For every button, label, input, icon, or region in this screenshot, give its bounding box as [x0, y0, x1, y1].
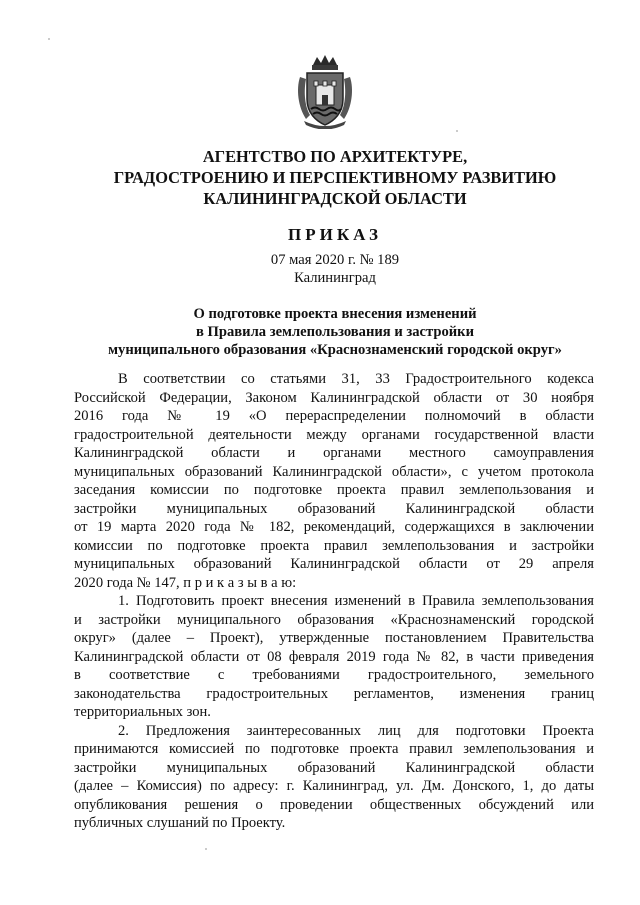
body-line: публичных слушаний по Проекту.: [74, 815, 286, 831]
body-line: Калининградской области от 08 февраля 2019 года № 82, в части приведения: [74, 648, 594, 665]
body-line: 1. Подготовить проект внесения изменений в Правила землепользования: [118, 593, 594, 609]
body-line: застройки муниципальных образований Калининградской области: [74, 500, 594, 517]
body-line: 2. Предложения заинтересованных лиц для подготовки Проекта: [118, 722, 594, 739]
body-line: комиссии по подготовке проекта правил землепользования и застройки: [74, 537, 594, 554]
body-line: от 19 марта 2020 года № 182, рекомендаций, содержащихся в заключении: [74, 519, 594, 535]
body-line: Калининградской области и органами местного самоуправления: [74, 445, 594, 461]
body-line: заседания комиссии по подготовке проекта правил землепользования и: [74, 482, 594, 498]
scan-speck: [205, 848, 207, 850]
coat-of-arms-icon: [296, 55, 354, 129]
agency-title-line-1: АГЕНТСТВО ПО АРХИТЕКТУРЕ,: [202, 147, 468, 166]
agency-title-line-2: ГРАДОСТРОЕНИЮ И ПЕРСПЕКТИВНОМУ РАЗВИТИЮ: [113, 168, 557, 187]
body-line: в соответствие с требованиями градостроительного, земельного: [74, 667, 594, 683]
body-line: опубликования решения о проведении общественных обсуждений или: [74, 796, 594, 813]
document-city: Калининград: [294, 270, 376, 286]
body-line: 2020 года № 147, п р и к а з ы в а ю:: [74, 574, 297, 591]
body-line: Российской Федерации, Законом Калининградской области от 30 ноября: [74, 389, 594, 406]
body-line: муниципальных образований Калининградской области», с учетом протокола: [74, 463, 594, 480]
body-line: В соответствии со статьями 31, 33 Градостроительного кодекса: [118, 371, 594, 387]
body-line: (далее – Комиссия) по адресу: г. Калининград, ул. Дм. Донского, 1, до даты: [74, 778, 594, 794]
scan-speck: [48, 38, 50, 40]
body-line: округ» (далее – Проект), утвержденные постановлением Правительства: [74, 630, 594, 646]
agency-title-line-3: КАЛИНИНГРАДСКОЙ ОБЛАСТИ: [203, 189, 467, 208]
body-line: 2016 года № 19 «О перераспределении полномочий в области: [74, 408, 594, 424]
body-line: муниципальных образований Калининградской области от 29 апреля: [74, 556, 594, 572]
body-line: законодательства градостроительных регламентов, изменения границ: [74, 685, 594, 702]
order-subject-line-2: в Правила землепользования и застройки: [195, 324, 474, 340]
body-line: градостроительной деятельности между органами государственной власти: [74, 426, 594, 443]
document-date-number: 07 мая 2020 г. № 189: [270, 252, 400, 268]
order-subject-line-3: муниципального образования «Краснознаменский городской округ»: [108, 342, 562, 358]
order-subject-line-1: О подготовке проекта внесения изменений: [193, 306, 477, 322]
body-line: застройки муниципальных образований Калининградской области: [74, 759, 594, 776]
body-line: территориальных зон.: [74, 704, 211, 720]
scan-speck: [456, 130, 458, 132]
body-line: принимаются комиссией по подготовке проекта правил землепользования и: [74, 741, 594, 757]
body-line: и застройки муниципального образования «Краснознаменский городской: [74, 611, 594, 628]
document-type: ПРИКАЗ: [288, 225, 382, 244]
